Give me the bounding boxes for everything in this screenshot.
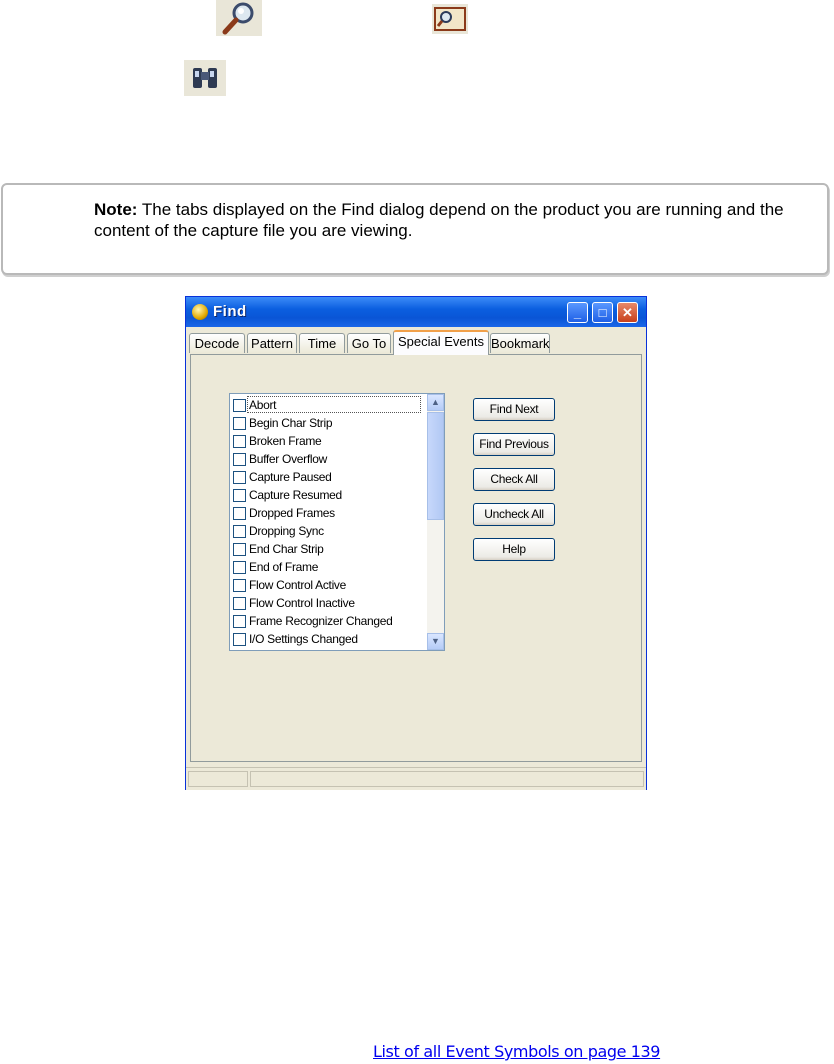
list-item[interactable] [233, 468, 421, 486]
list-item[interactable] [233, 630, 421, 648]
minimize-button[interactable]: _ [567, 302, 588, 323]
list-item[interactable] [233, 576, 421, 594]
check-all-button[interactable]: Check All [473, 468, 555, 491]
find-window [185, 296, 647, 790]
list-item[interactable] [233, 522, 421, 540]
note-text [94, 199, 814, 241]
scroll-up-icon[interactable]: ▲ [427, 394, 444, 411]
app-icon [192, 304, 208, 320]
list-item-label: Begin Char Strip [249, 416, 333, 430]
checkbox[interactable] [233, 417, 246, 430]
checkbox[interactable] [233, 633, 246, 646]
list-item-label: Dropped Frames [249, 506, 335, 520]
list-item[interactable] [233, 486, 421, 504]
list-item[interactable] [233, 432, 421, 450]
note-body: The tabs displayed on the Find dialog depend on the product you are running and the content of the capture file you are viewing. [94, 200, 784, 240]
list-item-label: Flow Control Inactive [249, 596, 355, 610]
title-bar[interactable] [186, 297, 646, 327]
scroll-down-icon[interactable]: ▼ [427, 633, 444, 650]
list-item[interactable] [233, 414, 421, 432]
find-previous-button[interactable]: Find Previous [473, 433, 555, 456]
event-symbols-link[interactable]: List of all Event Symbols on page 139 [373, 1042, 661, 1061]
note-label: Note: [94, 200, 138, 219]
tab-strip [189, 330, 645, 354]
checkbox[interactable] [233, 507, 246, 520]
uncheck-all-button[interactable]: Uncheck All [473, 503, 555, 526]
list-item[interactable] [233, 450, 421, 468]
list-item-label: I/O Settings Changed [249, 632, 358, 646]
list-item[interactable] [233, 558, 421, 576]
status-bar [186, 767, 646, 790]
tab-time[interactable]: Time [299, 333, 345, 353]
maximize-button[interactable]: □ [592, 302, 613, 323]
checkbox[interactable] [233, 615, 246, 628]
special-events-panel [190, 354, 642, 762]
list-item[interactable] [233, 540, 421, 558]
checkbox[interactable] [233, 597, 246, 610]
list-item-label: Dropping Sync [249, 524, 324, 538]
tab-pattern[interactable]: Pattern [247, 333, 297, 353]
checkbox[interactable] [233, 579, 246, 592]
checkbox[interactable] [233, 471, 246, 484]
tab-decode[interactable]: Decode [189, 333, 245, 353]
list-item-label: Flow Control Active [249, 578, 347, 592]
window-title: Find [213, 303, 247, 320]
status-pane [250, 771, 644, 787]
binoculars-icon[interactable] [184, 60, 226, 96]
list-item[interactable] [233, 504, 421, 522]
list-item-label: Capture Resumed [249, 488, 342, 502]
tab-special-events[interactable]: Special Events [393, 330, 489, 355]
vertical-scrollbar[interactable] [427, 394, 444, 650]
list-item-label: End of Frame [249, 560, 319, 574]
list-item-label: Broken Frame [249, 434, 322, 448]
list-item[interactable] [233, 612, 421, 630]
list-item[interactable] [233, 396, 421, 414]
list-item-label: Capture Paused [249, 470, 332, 484]
checkbox[interactable] [233, 561, 246, 574]
checkbox[interactable] [233, 543, 246, 556]
status-pane [188, 771, 248, 787]
find-next-button[interactable]: Find Next [473, 398, 555, 421]
checkbox[interactable] [233, 435, 246, 448]
checkbox[interactable] [233, 399, 246, 412]
tab-go-to[interactable]: Go To [347, 333, 391, 353]
close-button[interactable]: ✕ [617, 302, 638, 323]
scrollbar-thumb[interactable] [427, 412, 444, 520]
list-item-label: Abort [249, 398, 277, 412]
tab-bookmark[interactable]: Bookmark [490, 333, 550, 353]
checkbox[interactable] [233, 525, 246, 538]
list-item-label: Buffer Overflow [249, 452, 327, 466]
event-listbox[interactable] [229, 393, 445, 651]
list-item-label: Frame Recognizer Changed [249, 614, 393, 628]
magnifier-icon[interactable] [216, 0, 262, 36]
checkbox[interactable] [233, 453, 246, 466]
note-box [1, 183, 829, 275]
frame-magnifier-icon[interactable] [432, 4, 468, 34]
list-item[interactable] [233, 594, 421, 612]
checkbox[interactable] [233, 489, 246, 502]
help-button[interactable]: Help [473, 538, 555, 561]
list-item-label: End Char Strip [249, 542, 324, 556]
